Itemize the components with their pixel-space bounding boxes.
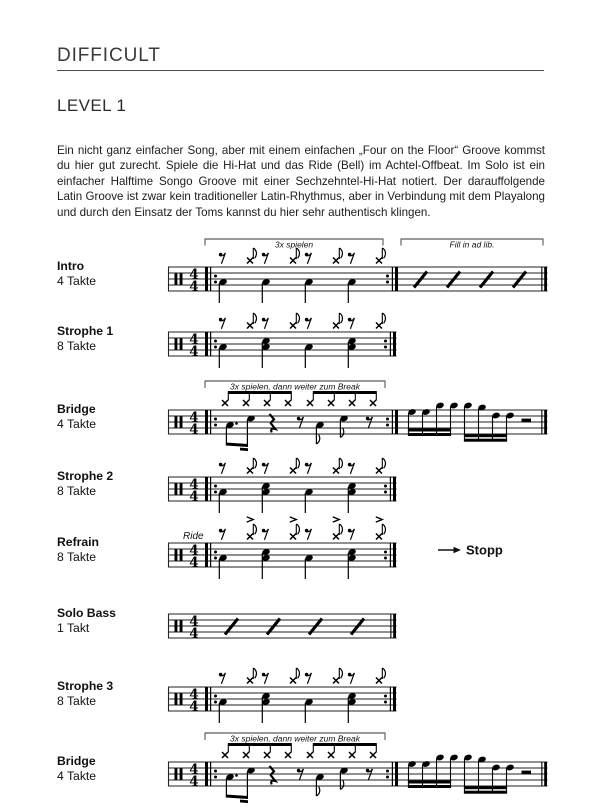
- staff: [168, 687, 397, 711]
- section-name: Refrain: [57, 535, 99, 549]
- intro-paragraph: Ein nicht ganz einfacher Song, aber mit einem einfachen „Four on the Floor“ Groove kommst du hier gut zurecht. Spiele die Hi-Hat und das Ride (Bell) im Achtel-Offbeat. Im Solo ist ein einfacher Halftime Songo Groove mit einer Sechzehntel-Hi-Hat notiert. Der darauffolgende Latin Groove ist zwar kein traditioneller Latin-Rhythmus, aber in Verbindung mit dem Playalong und durch den Einsatz der Toms kannst du hier sehr authentisch klingen.: [57, 143, 545, 219]
- section-label: [57, 259, 96, 288]
- bass-snare-notes: [225, 766, 372, 803]
- section-name: Strophe 3: [57, 679, 114, 693]
- staff: [168, 762, 548, 786]
- groove-notes: [218, 517, 385, 579]
- ride-label: Ride: [183, 531, 204, 542]
- section-label: [57, 754, 96, 783]
- section-label: [57, 402, 96, 431]
- section-label: [57, 469, 113, 498]
- section-row-strophe-1: [0, 292, 600, 378]
- section-length: 8 Takte: [57, 549, 97, 564]
- hihat-beamed-notes: [222, 391, 377, 406]
- section-label: [57, 606, 116, 635]
- section-name: Solo Bass: [57, 606, 116, 620]
- section-row-bridge-2: [0, 722, 600, 808]
- section-length: 8 Takte: [57, 693, 97, 708]
- section-name: Bridge: [57, 754, 96, 768]
- section-length: 4 Takte: [57, 768, 97, 783]
- section-length: 4 Takte: [57, 273, 97, 288]
- section-name: Strophe 1: [57, 324, 114, 338]
- staff: [168, 614, 397, 638]
- arrow-head-icon: [454, 547, 462, 553]
- section-label: [57, 324, 113, 353]
- section-label: [57, 679, 113, 708]
- staff: [168, 543, 397, 567]
- bracket-label: 3x spielen, dann weiter zum Break: [230, 381, 360, 392]
- fill-bracket-label: Fill in ad lib.: [449, 239, 495, 250]
- hihat-beamed-notes: [222, 743, 377, 758]
- level-heading: LEVEL 1: [57, 96, 127, 115]
- bracket-label: 3x spielen: [274, 239, 314, 250]
- stopp-label: Stopp: [466, 542, 503, 558]
- section-length: 4 Takte: [57, 416, 97, 431]
- section-label: [57, 535, 99, 564]
- staff: [168, 410, 548, 434]
- section-name: Intro: [57, 259, 85, 273]
- bridge-2-notation: [150, 722, 560, 808]
- bracket-label: 3x spielen, dann weiter zum Break: [230, 733, 360, 744]
- section-name: Bridge: [57, 402, 96, 416]
- title-rule: [57, 70, 544, 71]
- section-length: 8 Takte: [57, 338, 97, 353]
- groove-notes: [218, 668, 385, 723]
- strophe-3-notation: [150, 647, 560, 733]
- staff: [168, 477, 397, 501]
- strophe-1-notation: [150, 292, 560, 378]
- section-length: 1 Takt: [57, 620, 90, 635]
- staff: [168, 332, 397, 356]
- section-length: 8 Takte: [57, 483, 97, 498]
- stopp-indicator: [438, 543, 503, 558]
- groove-notes: [218, 313, 385, 368]
- section-name: Strophe 2: [57, 469, 114, 483]
- staff: [168, 267, 548, 291]
- page-title: DIFFICULT: [57, 45, 161, 66]
- section-row-strophe-3: [0, 647, 600, 733]
